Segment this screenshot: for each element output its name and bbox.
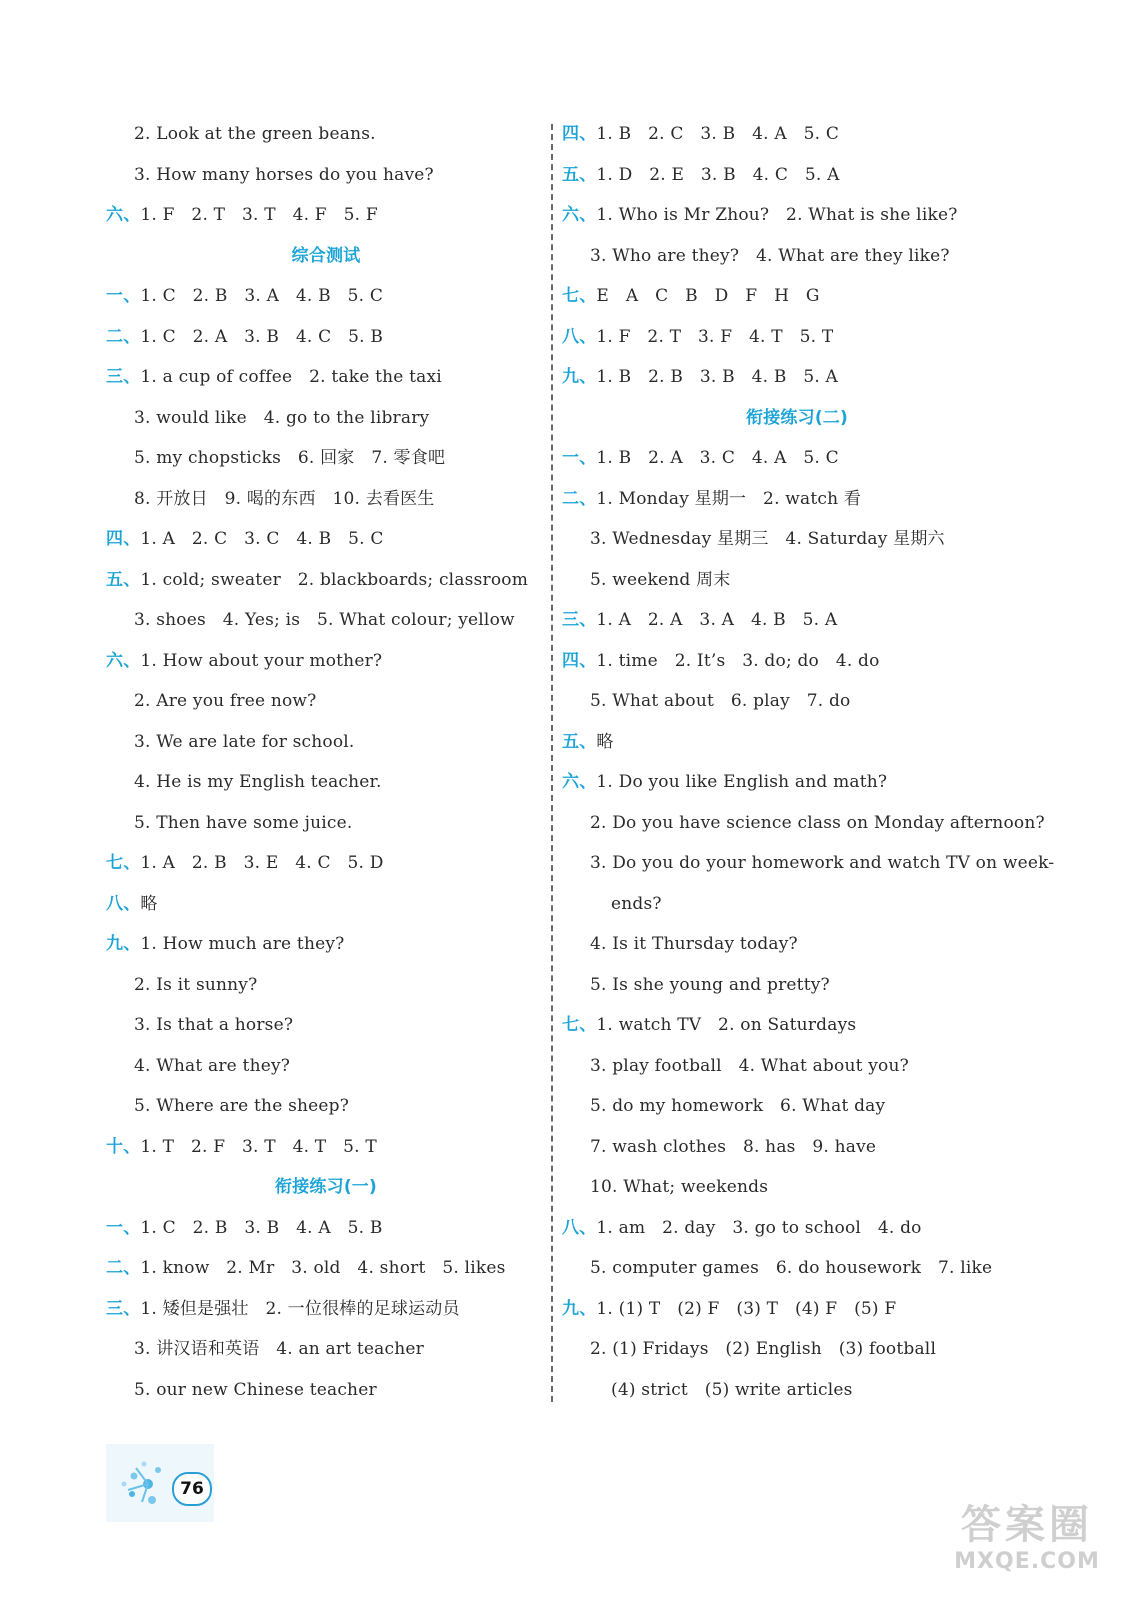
answer-text: 4. Is it Thursday today? [590,934,798,954]
answer-line [106,1086,536,1127]
answer-text: 2. Do you have science class on Monday afternoon? [590,812,1045,833]
answer-text: 5. my chopsticks 6. 回家 7. 零食吧 [134,448,446,468]
answer-line [562,236,1032,277]
answer-text: 1. B 2. A 3. C 4. A 5. C [596,448,839,468]
answer-line [106,276,536,317]
answer-text: 7. wash clothes 8. has 9. have [590,1136,877,1157]
answer-text: 5. Is she young and pretty? [590,974,830,995]
question-number: 九、 [562,1298,597,1319]
answer-text: 1. C 2. B 3. A 4. B 5. C [140,286,384,306]
question-number: 八、 [106,893,141,914]
answer-line [562,276,1032,317]
answer-line [562,681,1032,722]
question-number: 三、 [106,367,141,387]
answer-text: 4. What are they? [134,1055,291,1076]
answer-line [106,924,536,965]
question-number: 五、 [562,731,597,752]
answer-text: 略 [140,893,158,914]
answer-line [562,357,1032,398]
question-number: 一、 [106,1217,141,1238]
answer-line [562,1329,1032,1370]
answer-line [562,965,1032,1006]
answer-line [106,1329,536,1370]
answer-text: 1. T 2. F 3. T 4. T 5. T [140,1136,377,1157]
answer-line [106,114,536,155]
question-number: 六、 [562,205,597,225]
answer-line [562,1289,1032,1330]
left-answer-column [106,114,536,1410]
answer-text: 3. play football 4. What about you? [590,1055,909,1076]
question-number: 六、 [106,205,141,225]
answer-line [562,641,1032,682]
answer-text: 3. How many horses do you have? [134,164,434,185]
answer-line [562,803,1045,844]
section-heading: 衔接练习(一) [275,1177,377,1197]
watermark-logo [938,1502,1116,1586]
answer-line [562,114,1032,155]
answer-text: 5. our new Chinese teacher [134,1379,377,1400]
answer-line [562,479,1032,520]
answer-line [562,317,1032,358]
answer-text: 1. cold; sweater 2. blackboards; classroom [140,569,529,590]
answer-text: 1. A 2. B 3. E 4. C 5. D [140,853,384,873]
answer-text: 1. know 2. Mr 3. old 4. short 5. likes [140,1258,506,1278]
question-number: 七、 [106,853,141,873]
question-number: 七、 [562,286,597,306]
answer-text: 略 [596,731,614,752]
section-heading: 综合测试 [291,245,361,266]
question-number: 六、 [106,650,141,671]
answer-text: 1. F 2. T 3. F 4. T 5. T [596,326,834,347]
answer-text: 2. Are you free now? [134,691,317,711]
answer-line [106,762,536,803]
column-divider [551,124,553,1402]
answer-text: 3. Wednesday 星期三 4. Saturday 星期六 [590,529,945,549]
question-number: 二、 [562,488,597,509]
answer-text: 1. (1) T (2) F (3) T (4) F (5) F [596,1298,897,1319]
answer-text: 2. Is it sunny? [134,974,258,995]
answer-line [106,641,536,682]
answer-text: 5. do my homework 6. What day [590,1096,886,1116]
answer-line [106,195,536,236]
question-number: 五、 [106,569,141,590]
answer-text: 1. How about your mother? [140,650,383,671]
answer-line [562,1086,1032,1127]
answer-line [106,155,536,196]
answer-line [562,1127,1032,1168]
answer-line [106,479,536,520]
question-number: 八、 [562,326,597,347]
answer-text: 1. A 2. C 3. C 4. B 5. C [140,529,384,549]
answer-text: 3. Is that a horse? [134,1015,294,1035]
question-number: 四、 [106,529,141,549]
question-number: 三、 [106,1298,141,1319]
answer-text: 2. Look at the green beans. [134,124,376,144]
answer-line [106,1005,536,1046]
answer-text: 5. weekend 周末 [590,569,731,590]
question-number: 七、 [562,1015,597,1035]
answer-text: 1. am 2. day 3. go to school 4. do [596,1217,922,1238]
question-number: 五、 [562,164,597,185]
answer-line [106,1289,536,1330]
watermark-cn: 答案圈 [961,1502,1093,1548]
answer-line [106,722,536,763]
answer-line [562,560,1032,601]
question-number: 四、 [562,124,597,144]
answer-text: 5. Then have some juice. [134,812,353,833]
question-number: 二、 [106,1258,141,1278]
answer-line [562,1370,1032,1411]
answer-text: 3. shoes 4. Yes; is 5. What colour; yellow [134,610,515,630]
answer-line [562,924,1032,965]
watermark-url: MXQE.COM [954,1549,1100,1574]
answer-text: (4) strict (5) write articles [611,1379,853,1400]
answer-line [106,1370,536,1411]
answer-line [106,884,536,925]
answer-text: 1. watch TV 2. on Saturdays [596,1015,857,1035]
answer-text: 2. (1) Fridays (2) English (3) football [590,1339,937,1359]
answer-line [106,1046,536,1087]
answer-text: 3. We are late for school. [134,731,355,752]
answer-text: 5. computer games 6. do housework 7. like [590,1258,993,1278]
answer-text: 3. 讲汉语和英语 4. an art teacher [134,1339,424,1359]
question-number: 四、 [562,650,597,671]
answer-line [562,1005,1032,1046]
answer-line [562,1167,1032,1208]
answer-line [106,1127,536,1168]
page-number: 76 [172,1472,212,1506]
answer-text: 1. Who is Mr Zhou? 2. What is she like? [596,205,958,225]
answer-text: 1. F 2. T 3. T 4. F 5. F [140,205,378,225]
question-number: 一、 [106,286,141,306]
answer-text: 5. Where are the sheep? [134,1096,350,1116]
answer-text: 1. Do you like English and math? [596,772,888,792]
question-number: 一、 [562,448,597,468]
answer-line [562,1208,1032,1249]
answer-line [106,1248,536,1289]
answer-text: E A C B D F H G [596,286,820,306]
answer-line [106,357,536,398]
answer-line [106,803,536,844]
question-number: 十、 [106,1136,141,1157]
answer-text: 3. Who are they? 4. What are they like? [590,245,950,266]
question-number: 六、 [562,772,597,792]
answer-line [562,843,1055,884]
right-answer-column [562,114,1055,1410]
answer-line [106,438,536,479]
answer-line [562,155,1032,196]
question-number: 三、 [562,610,597,630]
question-number: 二、 [106,326,141,347]
question-number: 九、 [562,367,597,387]
answer-text: 10. What; weekends [590,1177,769,1197]
answer-text: 1. Monday 星期一 2. watch 看 [596,488,862,509]
answer-text: ends? [611,893,662,914]
answer-line [106,398,536,439]
answer-text: 1. How much are they? [140,934,345,954]
answer-line [562,1248,1032,1289]
answer-text: 3. would like 4. go to the library [134,407,430,428]
section-heading: 衔接练习(二) [746,407,848,428]
answer-text: 1. B 2. B 3. B 4. B 5. A [596,367,839,387]
answer-text: 1. D 2. E 3. B 4. C 5. A [596,164,840,185]
answer-text: 4. He is my English teacher. [134,772,382,792]
answer-line [562,195,1032,236]
answer-line [106,519,536,560]
answer-text: 1. time 2. It’s 3. do; do 4. do [596,650,880,671]
answer-text: 1. 矮但是强壮 2. 一位很棒的足球运动员 [140,1298,460,1319]
answer-line [106,681,536,722]
answer-line [562,1046,1032,1087]
answer-text: 1. a cup of coffee 2. take the taxi [140,367,442,387]
answer-text: 1. A 2. A 3. A 4. B 5. A [596,610,838,630]
answer-line [562,519,1032,560]
answer-text: 3. Do you do your homework and watch TV on week- [590,853,1055,873]
answer-line [562,722,1032,763]
answer-line [562,600,1032,641]
answer-line [106,317,536,358]
answer-line [562,762,1032,803]
answer-text: 1. B 2. C 3. B 4. A 5. C [596,124,840,144]
question-number: 八、 [562,1217,597,1238]
answer-text: 5. What about 6. play 7. do [590,691,851,711]
answer-line [106,600,536,641]
answer-text: 1. C 2. A 3. B 4. C 5. B [140,326,384,347]
answer-line [106,1208,536,1249]
answer-text: 8. 开放日 9. 喝的东西 10. 去看医生 [134,488,435,509]
answer-line [562,438,1032,479]
question-number: 九、 [106,934,141,954]
answer-line [106,965,536,1006]
answer-line [106,560,536,601]
answer-line [562,884,1032,925]
answer-text: 1. C 2. B 3. B 4. A 5. B [140,1217,383,1238]
answer-line [106,843,536,884]
